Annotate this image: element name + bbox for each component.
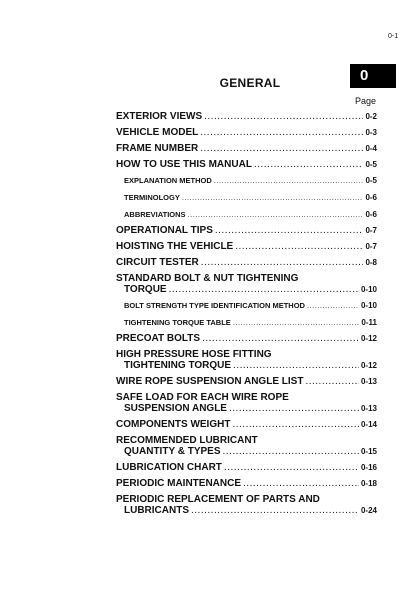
- leader-dots: [169, 284, 359, 295]
- page-number: 0-1: [388, 33, 399, 40]
- toc-entry-page: 0-4: [365, 144, 377, 153]
- toc-entry[interactable]: [116, 284, 377, 295]
- toc-entry-page: 0-2: [365, 112, 377, 121]
- toc-entry-page: 0-5: [365, 160, 377, 169]
- toc-entry-page: 0-3: [365, 128, 377, 137]
- toc-entry-page: 0-6: [365, 193, 377, 202]
- toc-entry-label: CIRCUIT TESTER: [116, 257, 199, 268]
- toc-subentry[interactable]: [116, 210, 377, 219]
- leader-dots: [229, 403, 359, 414]
- leader-dots: [204, 111, 363, 122]
- leader-dots: [233, 318, 360, 327]
- toc-subentry[interactable]: [116, 193, 377, 202]
- toc-entry-page: 0-24: [360, 506, 377, 515]
- toc-entry-label: FRAME NUMBER: [116, 143, 199, 154]
- toc-entry-label: WIRE ROPE SUSPENSION ANGLE LIST: [116, 376, 304, 387]
- leader-dots: [243, 478, 359, 489]
- leader-dots: [200, 127, 363, 138]
- toc-entry-label: COMPONENTS WEIGHT: [116, 419, 231, 430]
- toc-entry-label: QUANTITY & TYPES: [124, 446, 221, 457]
- toc-entry-label: LUBRICANTS: [124, 505, 189, 516]
- toc-entry-first-line: SAFE LOAD FOR EACH WIRE ROPE: [116, 392, 289, 403]
- toc-entry-page: 0-11: [361, 318, 377, 327]
- toc-entry[interactable]: [116, 446, 377, 457]
- toc-entry[interactable]: [116, 462, 377, 473]
- toc-entry-label: OPERATIONAL TIPS: [116, 225, 213, 236]
- leader-dots: [182, 193, 364, 202]
- toc-entry-first-line: HIGH PRESSURE HOSE FITTING: [116, 349, 272, 360]
- toc-entry[interactable]: [116, 403, 377, 414]
- toc-entry-label: EXPLANATION METHOD: [124, 176, 212, 185]
- toc-entry-first-line: PERIODIC REPLACEMENT OF PARTS AND: [116, 494, 320, 505]
- toc-entry-label: HOISTING THE VEHICLE: [116, 241, 234, 252]
- leader-dots: [233, 360, 359, 371]
- toc-entry-label: PERIODIC MAINTENANCE: [116, 478, 242, 489]
- toc-entry-label: TERMINOLOGY: [124, 193, 180, 202]
- toc-entry-page: 0-10: [360, 285, 377, 294]
- toc-entry[interactable]: [116, 505, 377, 516]
- leader-dots: [305, 376, 359, 387]
- leader-dots: [254, 159, 364, 170]
- toc-subentry[interactable]: [116, 176, 377, 185]
- toc-entry-label: VEHICLE MODEL: [116, 127, 199, 138]
- leader-dots: [224, 462, 359, 473]
- leader-dots: [191, 505, 359, 516]
- toc-entry-label: PRECOAT BOLTS: [116, 333, 201, 344]
- toc-subentry[interactable]: [116, 318, 377, 327]
- toc-entry[interactable]: [116, 360, 377, 371]
- toc-entry-page: 0-8: [365, 258, 377, 267]
- toc-entry-page: 0-13: [360, 377, 377, 386]
- toc-entry-page: 0-18: [360, 479, 377, 488]
- toc-entry[interactable]: [116, 478, 377, 489]
- toc-entry-label: SUSPENSION ANGLE: [124, 403, 227, 414]
- leader-dots: [201, 257, 364, 268]
- toc-entry[interactable]: [116, 225, 377, 236]
- toc-entry-page: 0-10: [360, 301, 377, 310]
- leader-dots: [200, 143, 363, 154]
- toc-entry-first-line: RECOMMENDED LUBRICANT: [116, 435, 258, 446]
- toc-entry[interactable]: [116, 127, 377, 138]
- toc-entry[interactable]: [116, 376, 377, 387]
- leader-dots: [232, 419, 359, 430]
- leader-dots: [223, 446, 359, 457]
- toc-entry-label: TORQUE: [124, 284, 167, 295]
- section-tab: 0: [350, 64, 396, 88]
- toc-entry-page: 0-6: [365, 210, 377, 219]
- toc-entry[interactable]: [116, 257, 377, 268]
- toc-entry-label: EXTERIOR VIEWS: [116, 111, 203, 122]
- leader-dots: [307, 301, 359, 310]
- toc-entry[interactable]: [116, 419, 377, 430]
- toc-entry[interactable]: [116, 333, 377, 344]
- toc-entry-page: 0-13: [360, 404, 377, 413]
- leader-dots: [188, 210, 364, 219]
- toc-entry[interactable]: [116, 159, 377, 170]
- toc-entry-page: 0-15: [360, 447, 377, 456]
- toc-entry-label: LUBRICATION CHART: [116, 462, 222, 473]
- leader-dots: [235, 241, 363, 252]
- page-column-header: Page: [355, 96, 377, 106]
- toc-entry-page: 0-7: [365, 242, 377, 251]
- leader-dots: [215, 225, 364, 236]
- toc-entry-page: 0-12: [360, 361, 377, 370]
- leader-dots: [202, 333, 359, 344]
- toc-entry[interactable]: [116, 111, 377, 122]
- toc-entry-page: 0-12: [360, 334, 377, 343]
- leader-dots: [214, 176, 364, 185]
- toc-entry[interactable]: [116, 143, 377, 154]
- toc-subentry[interactable]: [116, 301, 377, 310]
- toc-entry-page: 0-5: [365, 176, 377, 185]
- toc-entry-first-line: STANDARD BOLT & NUT TIGHTENING: [116, 273, 299, 284]
- toc-entry-label: TIGHTENING TORQUE: [124, 360, 232, 371]
- toc-entry-page: 0-14: [360, 420, 377, 429]
- toc-entry-label: TIGHTENING TORQUE TABLE: [124, 318, 231, 327]
- toc-entry[interactable]: [116, 241, 377, 252]
- toc-entry-label: HOW TO USE THIS MANUAL: [116, 159, 252, 170]
- toc-entry-page: 0-16: [360, 463, 377, 472]
- toc-entry-page: 0-7: [365, 226, 377, 235]
- toc-entry-label: BOLT STRENGTH TYPE IDENTIFICATION METHOD: [124, 301, 305, 310]
- toc-entry-label: ABBREVIATIONS: [124, 210, 186, 219]
- section-title: GENERAL: [219, 76, 281, 90]
- table-of-contents: [116, 108, 377, 516]
